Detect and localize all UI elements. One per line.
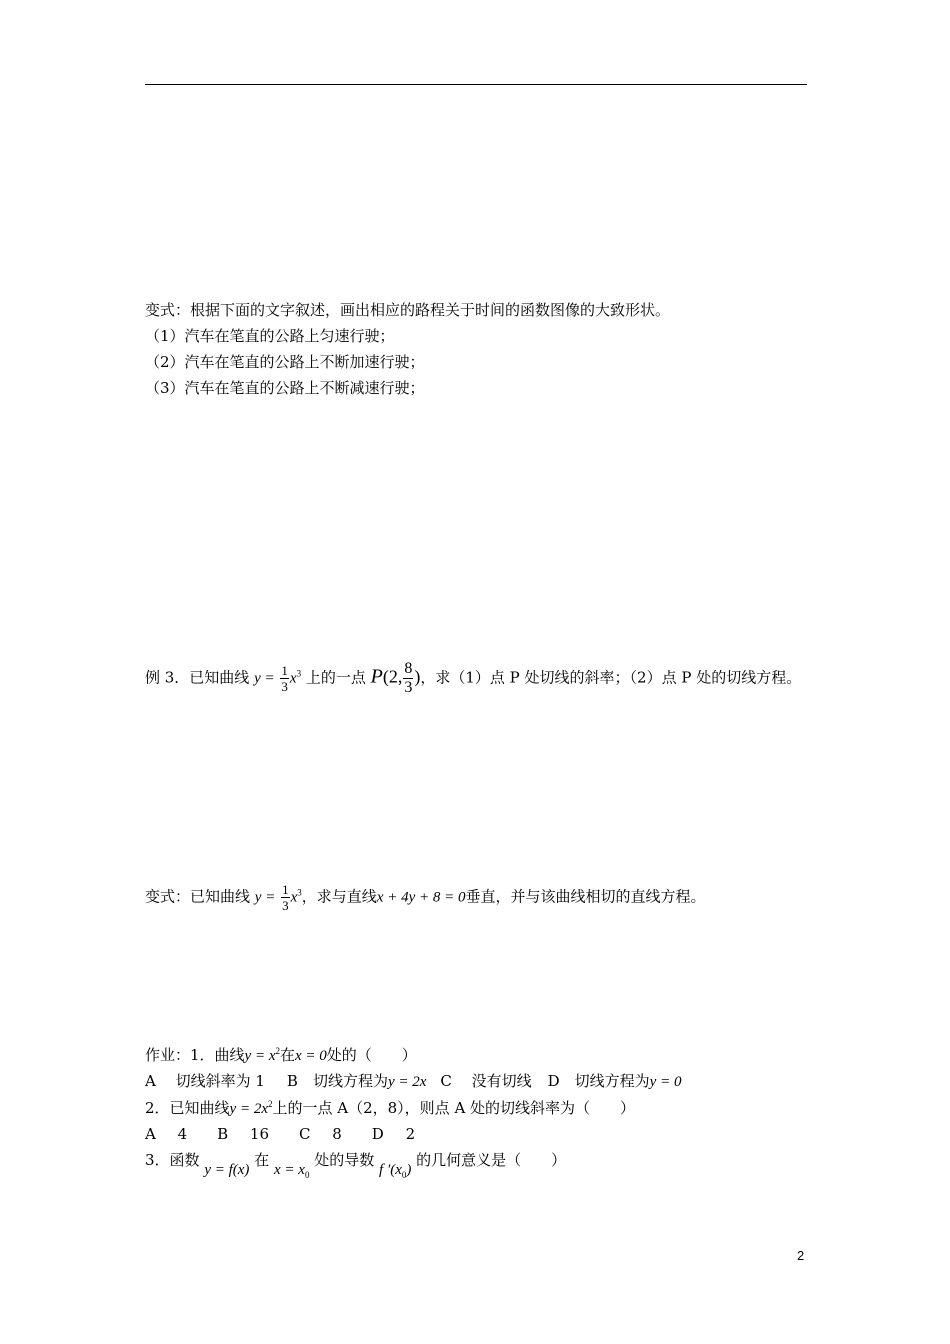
example3-line — [145, 660, 801, 697]
q3-mid: 在 — [254, 1151, 270, 1169]
fraction-denominator: 3 — [282, 898, 289, 913]
q2-prefix: 2．已知曲线 — [145, 1099, 230, 1117]
q2-exponent: 2 — [267, 1099, 273, 1109]
q1-suffix: 处的（ ） — [326, 1046, 417, 1064]
q3-derivative — [379, 1162, 411, 1178]
q3-suffix: 的几何意义是（ ） — [416, 1151, 567, 1169]
variant2-line — [145, 882, 706, 913]
example3-eq-lhs: y = — [254, 670, 275, 687]
variant2-mid: ，求与直线 — [301, 887, 377, 906]
variant2-exponent: 3 — [297, 887, 302, 898]
example3-mid: 上的一点 — [305, 668, 366, 687]
q1-option-d-text: D 切线方程为 — [547, 1072, 650, 1090]
homework-q3 — [145, 1150, 567, 1180]
q3-function: y = f(x) — [204, 1162, 250, 1178]
example3-prefix: 例 3．已知曲线 — [145, 668, 250, 687]
example3-point-fraction — [403, 660, 413, 697]
q1-point: x = 0 — [295, 1048, 327, 1064]
q1-option-c: C 没有切线 — [440, 1072, 532, 1090]
variant1-intro: 变式：根据下面的文字叙述，画出相应的路程关于时间的函数图像的大致形状。 — [145, 301, 671, 319]
variant2-fraction — [281, 882, 290, 913]
q1-prefix: 作业：1．曲线 — [145, 1046, 245, 1064]
q1-option-b-equation: y = 2x — [387, 1074, 427, 1090]
example3-suffix: ，求（1）点 P 处切线的斜率；（2）点 P 处的切线方程。 — [420, 668, 802, 687]
homework-q1-options — [145, 1071, 681, 1092]
example3-point-name: P — [370, 665, 383, 688]
q3-point — [274, 1162, 309, 1178]
variant2-eq-tail: x — [290, 889, 298, 906]
q3-derivative-text: f ′(x — [379, 1162, 402, 1178]
page-number: 2 — [797, 1248, 805, 1263]
q1-mid: 在 — [279, 1046, 295, 1064]
q3-prefix: 3．函数 — [145, 1151, 200, 1169]
q1-option-a: A 切线斜率为 1 — [145, 1072, 265, 1090]
q1-option-d-equation: y = 0 — [649, 1074, 682, 1090]
header-rule — [145, 84, 807, 85]
example3-eq-tail: x — [289, 670, 297, 687]
variant2-line-equation: x + 4y + 8 = 0 — [376, 889, 466, 906]
q2-equation: y = 2x — [229, 1101, 268, 1117]
q3-derivative-subscript: 0 — [401, 1170, 407, 1180]
q2-suffix: 上的一点 A（2，8），则点 A 处的切线斜率为（ ） — [272, 1099, 636, 1117]
fraction-numerator: 1 — [281, 663, 288, 678]
example3-fraction — [280, 663, 289, 694]
homework-q2-options: A 4 B 16 C 8 D 2 — [145, 1125, 416, 1143]
variant1-item-1: （1）汽车在笔直的公路上匀速行驶； — [145, 327, 395, 345]
point-fraction-numerator: 8 — [404, 660, 413, 677]
fraction-numerator: 1 — [282, 882, 289, 897]
variant1-item-3: （3）汽车在笔直的公路上不断减速行驶； — [145, 379, 425, 397]
homework-q1 — [145, 1045, 417, 1066]
point-fraction-denominator: 3 — [404, 679, 413, 696]
variant2-eq-lhs: y = — [254, 889, 276, 906]
variant2-suffix: 垂直，并与该曲线相切的直线方程。 — [465, 887, 706, 906]
q3-point-subscript: 0 — [304, 1170, 310, 1180]
q1-option-b-text: B 切线方程为 — [286, 1072, 388, 1090]
homework-q2 — [145, 1098, 635, 1119]
q1-exponent: 2 — [275, 1046, 280, 1056]
example3-point-close: ) — [414, 666, 421, 687]
q3-point-text: x = x — [274, 1162, 305, 1178]
q1-equation: y = x — [244, 1048, 276, 1064]
q3-mid2: 处的导数 — [314, 1151, 375, 1169]
q3-derivative-close: ) — [406, 1162, 412, 1178]
example3-point-open: (2, — [382, 666, 403, 687]
fraction-denominator: 3 — [281, 679, 288, 694]
variant2-prefix: 变式：已知曲线 — [145, 887, 251, 906]
variant1-item-2: （2）汽车在笔直的公路上不断加速行驶； — [145, 353, 425, 371]
example3-exponent: 3 — [296, 668, 302, 679]
